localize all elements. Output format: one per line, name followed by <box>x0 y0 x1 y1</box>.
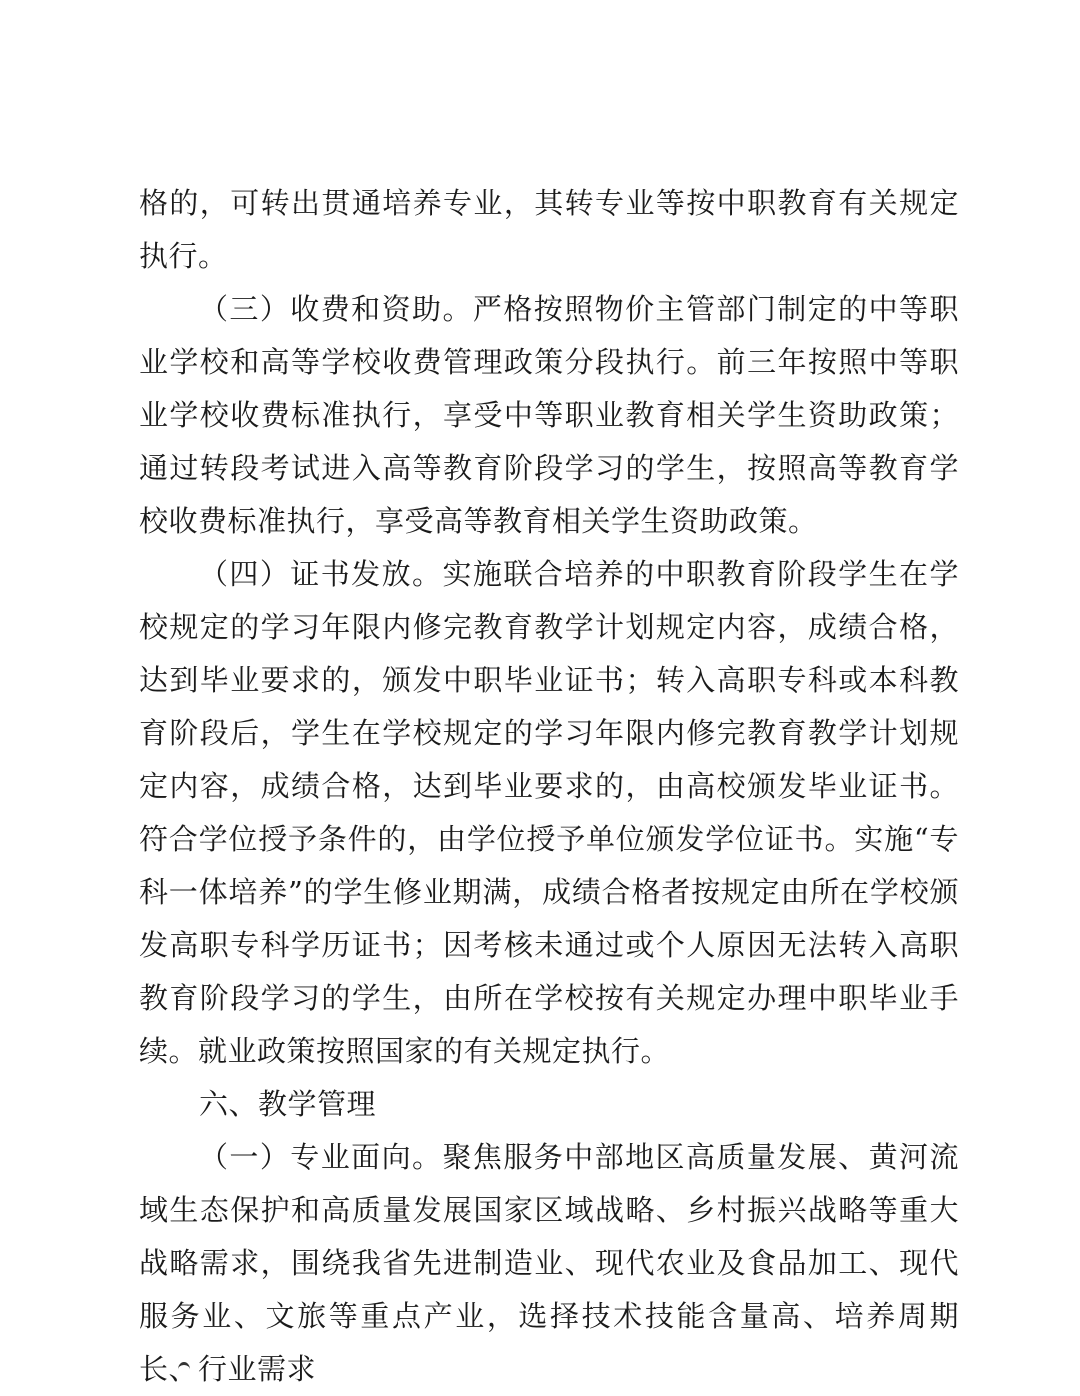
page-number-fragment <box>178 1362 190 1377</box>
document-body <box>139 177 959 1396</box>
paragraph-continuation: 格的，可转出贯通培养专业，其转专业等按中职教育有关规定执行。 <box>139 186 959 273</box>
paragraph-major-orientation: （一）专业面向。聚焦服务中部地区高质量发展、黄河流域生态保护和高质量发展国家区域战略、乡村振兴战略等重大战略需求，围绕我省先进制造业、现代农业及食品加工、现代服务业、文旅等重点产业，选择技术技能含量高、培养周期长、行业需求 <box>139 1140 959 1386</box>
paragraph-certificates: （四）证书发放。实施联合培养的中职教育阶段学生在学校规定的学习年限内修完教育教学计划规定内容，成绩合格，达到毕业要求的，颁发中职毕业证书；转入高职专科或本科教育阶段后，学生在学校规定的学习年限内修完教育教学计划规定内容，成绩合格，达到毕业要求的，由高校颁发毕业证书。符合学位授予条件的，由学位授予单位颁发学位证书。实施“专科一体培养”的学生修业期满，成绩合格者按规定由所在学校颁发高职专科学历证书；因考核未通过或个人原因无法转入高职教育阶段学习的学生，由所在学校按有关规定办理中职毕业手续。就业政策按照国家的有关规定执行。 <box>139 557 959 1068</box>
section-heading-teaching-management: 六、教学管理 <box>199 1087 377 1121</box>
paragraph-fees-and-aid: （三）收费和资助。严格按照物价主管部门制定的中等职业学校和高等学校收费管理政策分段执行。前三年按照中等职业学校收费标准执行，享受中等职业教育相关学生资助政策；通过转段考试进入高等教育阶段学习的学生，按照高等教育学校收费标准执行，享受高等教育相关学生资助政策。 <box>139 292 959 538</box>
